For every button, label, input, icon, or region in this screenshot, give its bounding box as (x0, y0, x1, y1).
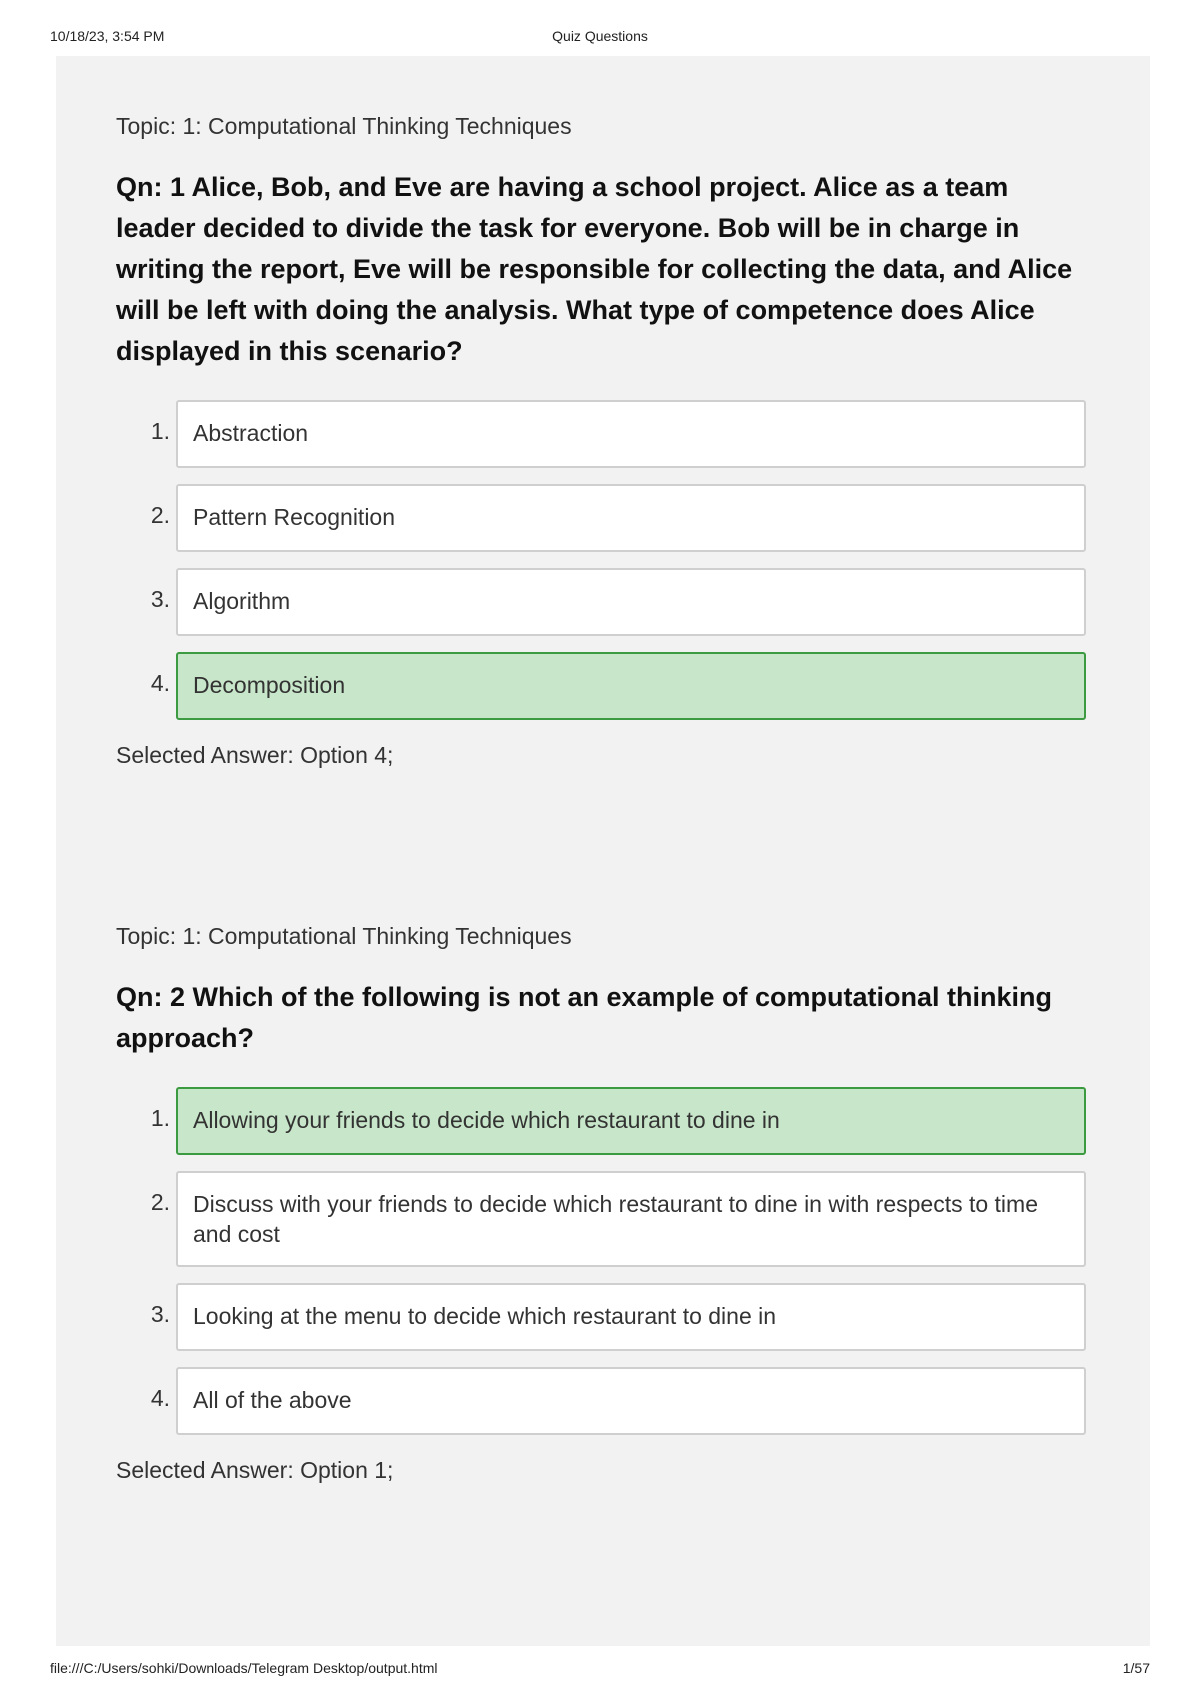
file-path: file:///C:/Users/sohki/Downloads/Telegram Desktop/output.html (50, 1660, 438, 1676)
option-number: 3. (150, 1301, 170, 1327)
answer-option-2[interactable] (116, 484, 1086, 552)
answer-options (116, 1087, 1086, 1435)
selected-answer: Selected Answer: Option 1; (116, 1457, 394, 1483)
option-label[interactable]: Looking at the menu to decide which restaurant to dine in (176, 1283, 1086, 1351)
print-header (50, 28, 1150, 48)
option-label[interactable]: Abstraction (176, 400, 1086, 468)
question-text: Qn: 1 Alice, Bob, and Eve are having a school project. Alice as a team leader decided to divide the task for everyone. Bob will be in charge in writing the report, Eve will be responsible for collecting the data, and Alice will be left with doing the analysis. What type of competence does Alice displayed in this scenario? (116, 172, 1073, 366)
option-number: 4. (150, 1385, 170, 1411)
option-number: 1. (150, 1105, 170, 1131)
answer-option-3[interactable] (116, 568, 1086, 636)
question-text: Qn: 2 Which of the following is not an example of computational thinking approach? (116, 982, 1052, 1053)
option-number: 3. (150, 586, 170, 612)
answer-options (116, 400, 1086, 720)
option-label[interactable]: Discuss with your friends to decide which restaurant to dine in with respects to time and cost (176, 1171, 1086, 1267)
page-number: 1/57 (1122, 1660, 1150, 1676)
answer-option-1[interactable] (116, 400, 1086, 468)
print-datetime: 10/18/23, 3:54 PM (50, 28, 165, 44)
question-topic: Topic: 1: Computational Thinking Techniques (116, 113, 572, 139)
answer-option-3[interactable] (116, 1283, 1086, 1351)
answer-option-4-correct[interactable] (116, 652, 1086, 720)
print-title: Quiz Questions (552, 28, 648, 44)
answer-option-4[interactable] (116, 1367, 1086, 1435)
option-number: 1. (150, 418, 170, 444)
answer-option-1-correct[interactable] (116, 1087, 1086, 1155)
option-label[interactable]: Allowing your friends to decide which restaurant to dine in (176, 1087, 1086, 1155)
question-block-1 (116, 111, 1086, 770)
option-label[interactable]: Decomposition (176, 652, 1086, 720)
print-footer (50, 1660, 1150, 1680)
option-label[interactable]: Pattern Recognition (176, 484, 1086, 552)
selected-answer: Selected Answer: Option 4; (116, 742, 394, 768)
option-number: 2. (150, 502, 170, 528)
quiz-sheet (56, 56, 1150, 1646)
question-topic: Topic: 1: Computational Thinking Techniques (116, 923, 572, 949)
question-block-2 (116, 921, 1086, 1485)
option-label[interactable]: All of the above (176, 1367, 1086, 1435)
option-number: 4. (150, 670, 170, 696)
option-number: 2. (150, 1189, 170, 1215)
answer-option-2[interactable] (116, 1171, 1086, 1267)
option-label[interactable]: Algorithm (176, 568, 1086, 636)
